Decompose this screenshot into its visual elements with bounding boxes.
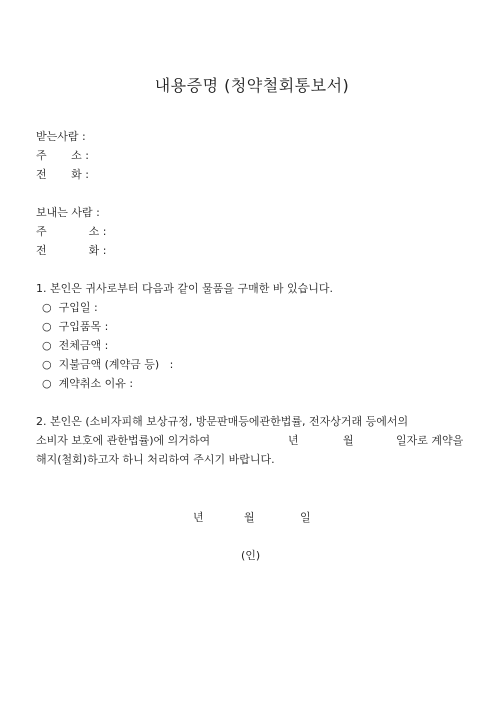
purchase-item-item: ○ 구입품목 : [42,320,109,333]
section2-year-label: 년 [288,434,299,447]
date-month-label: 월 [244,511,255,524]
sender-name-label: 보내는 사람 : [36,206,100,219]
date-year-label: 년 [193,511,204,524]
section1-heading: 1. 본인은 귀사로부터 다음과 같이 물품을 구매한 바 있습니다. [36,282,333,295]
receiver-address-label: 주 소 : [36,149,89,162]
date-day-label: 일 [300,511,311,524]
total-amount-item: ○ 전체금액 : [42,339,109,352]
section2-line2-start: 소비자 보호에 관한법률)에 의거하여 [36,434,211,447]
paid-amount-item: ○ 지불금액 (계약금 등) : [42,358,174,371]
receiver-phone-label: 전 화 : [36,168,89,181]
document-title: 내용증명 (청약철회통보서) [154,76,350,95]
sender-address-label: 주 소 : [36,225,107,238]
purchase-date-item: ○ 구입일 : [42,301,98,314]
seal-mark: (인) [241,549,261,562]
cancel-reason-item: ○ 계약취소 이유 : [42,377,134,390]
sender-phone-label: 전 화 : [36,244,107,257]
section2-line3: 해지(철회)하고자 하니 처리하여 주시기 바랍니다. [36,453,275,466]
receiver-name-label: 받는사람 : [36,130,86,143]
section2-line2-end: 일자로 계약을 [396,434,464,447]
section2-line1: 2. 본인은 (소비자피해 보상규정, 방문판매등에관한법률, 전자상거래 등에서의 [36,415,409,428]
section2-month-label: 월 [343,434,354,447]
